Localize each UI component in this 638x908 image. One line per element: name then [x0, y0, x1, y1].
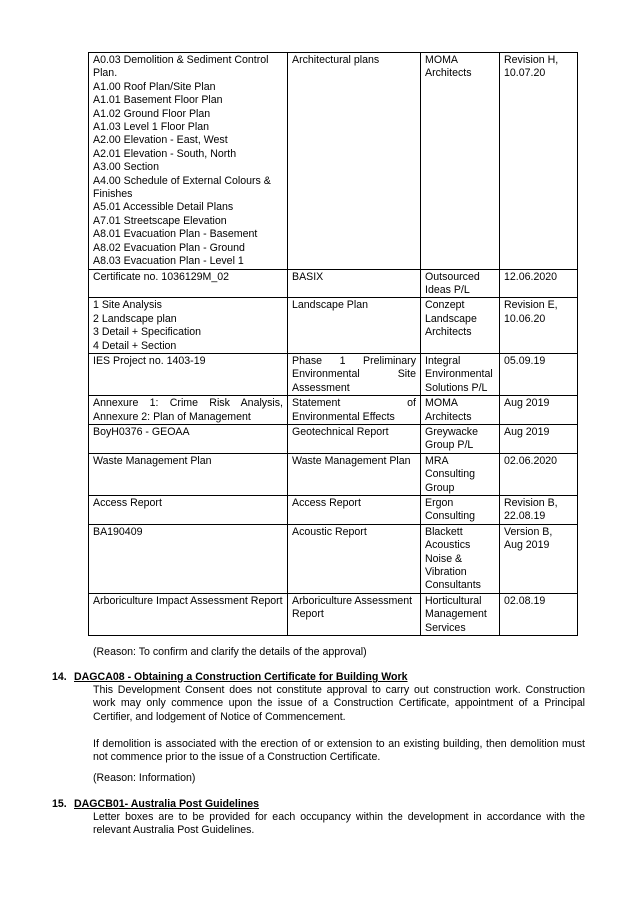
condition-number: 15. — [52, 798, 67, 810]
plan-title-cell: Architectural plans — [288, 53, 421, 270]
condition-heading: DAGCB01- Australia Post Guidelines — [74, 798, 260, 810]
reason-text: (Reason: To confirm and clarify the details of the approval) — [93, 646, 367, 658]
plan-reference-cell: Annexure 1: Crime Risk Analysis, Annexure 2: Plan of Management — [89, 396, 288, 425]
table-row — [89, 453, 578, 495]
table-row — [89, 53, 578, 270]
prepared-by-cell: Horticultural Management Services — [421, 593, 500, 635]
prepared-by-cell: Outsourced Ideas P/L — [421, 269, 500, 298]
dated-cell: 02.06.2020 — [500, 453, 578, 495]
table-row — [89, 298, 578, 354]
plan-title-cell: BASIX — [288, 269, 421, 298]
plan-title-cell: Waste Management Plan — [288, 453, 421, 495]
condition-paragraph: Letter boxes are to be provided for each occupancy within the development in accordance with the relevant Australia Post Guidelines. — [93, 811, 585, 837]
plan-reference-cell: Arboriculture Impact Assessment Report — [89, 593, 288, 635]
dated-cell: Revision H, 10.07.20 — [500, 53, 578, 270]
dated-cell: 12.06.2020 — [500, 269, 578, 298]
plan-title-cell: Acoustic Report — [288, 524, 421, 593]
prepared-by-cell: MOMA Architects — [421, 396, 500, 425]
plan-title-cell: Phase 1 Preliminary Environmental Site Assessment — [288, 353, 421, 395]
dated-cell: Revision E, 10.06.20 — [500, 298, 578, 354]
plan-reference-cell: Access Report — [89, 496, 288, 525]
table-row — [89, 269, 578, 298]
dated-cell: 05.09.19 — [500, 353, 578, 395]
dated-cell: Aug 2019 — [500, 396, 578, 425]
condition-number: 14. — [52, 671, 67, 683]
condition-paragraph: If demolition is associated with the erection of or extension to an existing building, then demolition must not commence prior to the issue of a Construction Certificate. — [93, 738, 585, 764]
dated-cell: Aug 2019 — [500, 424, 578, 453]
prepared-by-cell: Blackett Acoustics Noise & Vibration Consultants — [421, 524, 500, 593]
prepared-by-cell: Integral Environmental Solutions P/L — [421, 353, 500, 395]
plan-title-cell: Geotechnical Report — [288, 424, 421, 453]
prepared-by-cell: Greywacke Group P/L — [421, 424, 500, 453]
plan-reference-cell: BoyH0376 - GEOAA — [89, 424, 288, 453]
dated-cell: 02.08.19 — [500, 593, 578, 635]
table-row — [89, 593, 578, 635]
plan-reference-cell: Certificate no. 1036129M_02 — [89, 269, 288, 298]
table-row — [89, 524, 578, 593]
plan-reference-cell: A0.03 Demolition & Sediment Control Plan. A1.00 Roof Plan/Site Plan A1.01 Basement Floor Plan A1.02 Ground Floor Plan A1.03 Level 1 Floor Plan A2.00 Elevation - East, West A2.01 Elevation - South, North A3.00 Section A4.00 Schedule of External Colours & Finishes A5.01 Accessible Detail Plans A7.01 Streetscape Elevation A8.01 Evacuation Plan - Basement A8.02 Evacuation Plan - Ground A8.03 Evacuation Plan - Level 1 — [89, 53, 288, 270]
plan-title-cell: Access Report — [288, 496, 421, 525]
table-row — [89, 496, 578, 525]
dated-cell: Version B, Aug 2019 — [500, 524, 578, 593]
prepared-by-cell: MOMA Architects — [421, 53, 500, 270]
plan-reference-cell: 1 Site Analysis 2 Landscape plan 3 Detail + Specification 4 Detail + Section — [89, 298, 288, 354]
condition-heading: DAGCA08 - Obtaining a Construction Certificate for Building Work — [74, 671, 408, 683]
approved-documents-table — [88, 52, 578, 636]
dated-cell: Revision B, 22.08.19 — [500, 496, 578, 525]
prepared-by-cell: Ergon Consulting — [421, 496, 500, 525]
reason-text: (Reason: Information) — [93, 772, 196, 784]
prepared-by-cell: MRA Consulting Group — [421, 453, 500, 495]
table-row — [89, 424, 578, 453]
plan-reference-cell: BA190409 — [89, 524, 288, 593]
table-row — [89, 353, 578, 395]
plan-title-cell: Statement of Environmental Effects — [288, 396, 421, 425]
plan-title-cell: Arboriculture Assessment Report — [288, 593, 421, 635]
condition-paragraph: This Development Consent does not constitute approval to carry out construction work. Construction work may only commence upon the issue of a Construction Certificate, appointment of a Principal Certifier, and lodgement of Notice of Commencement. — [93, 684, 585, 723]
plan-reference-cell: Waste Management Plan — [89, 453, 288, 495]
plan-title-cell: Landscape Plan — [288, 298, 421, 354]
prepared-by-cell: Conzept Landscape Architects — [421, 298, 500, 354]
plan-reference-cell: IES Project no. 1403-19 — [89, 353, 288, 395]
table-row — [89, 396, 578, 425]
